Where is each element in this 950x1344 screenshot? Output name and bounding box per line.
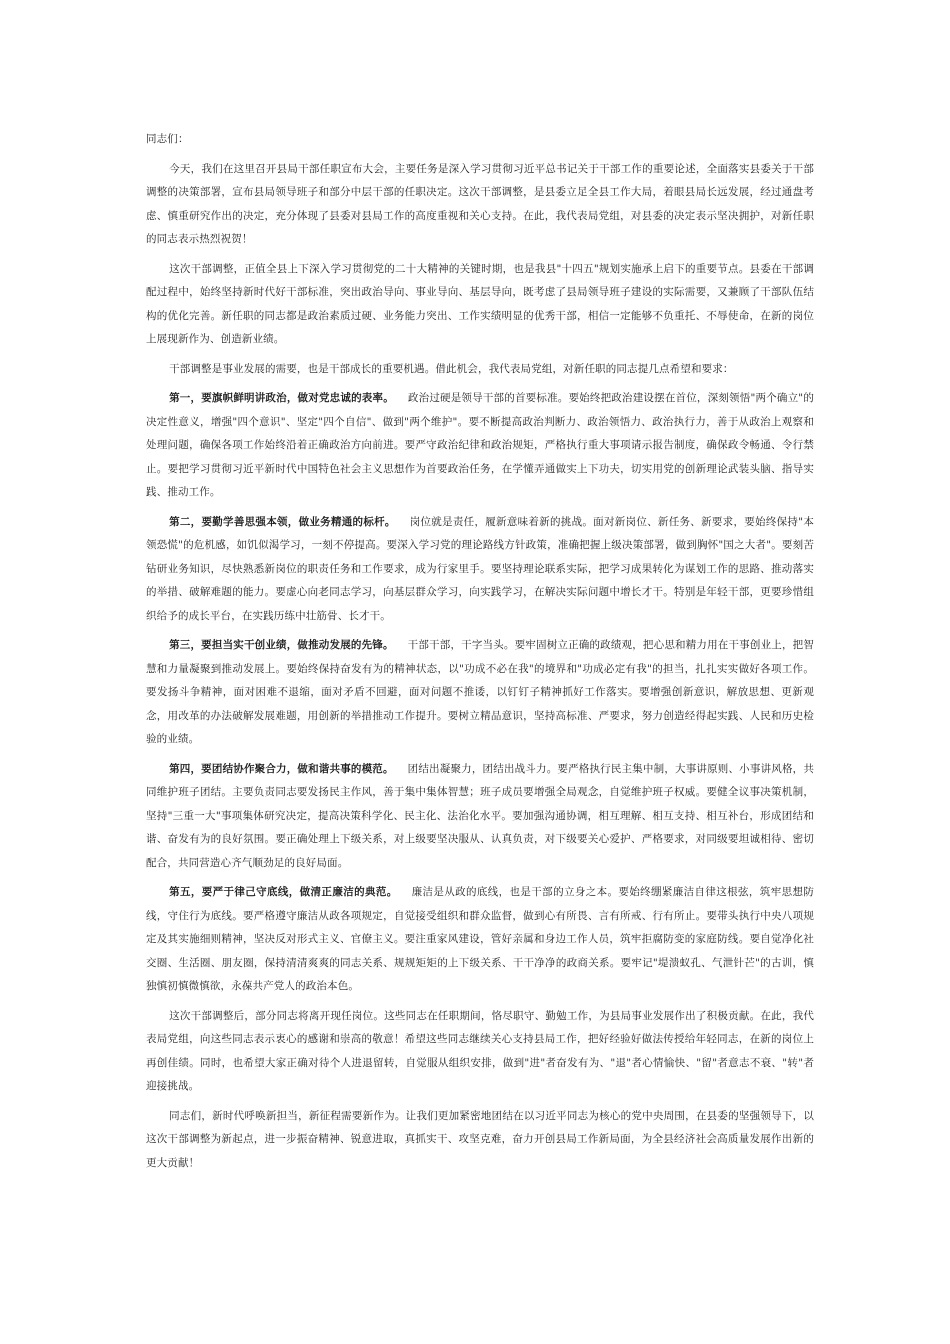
intro-paragraph: 今天，我们在这里召开县局干部任职宣布大会，主要任务是深入学习贯彻习近平总书记关于干部工作的重要论述，全面落实县委关于干部调整的决策部署，宣布县局领导班子和部分中层干部的任职决定。这次干部调整，是县委立足全县工作大局，着眼县局长远发展，经过通盘考虑、慎重研究作出的决定，充分体现了县委对县局工作的高度重视和关心支持。在此，我代表局党组，对县委的决定表示坚决拥护，对新任职的同志表示热烈祝贺！ bbox=[146, 162, 814, 245]
requirement-body: 团结出凝聚力，团结出战斗力。要严格执行民主集中制，大事讲原则、小事讲风格，共同维护班子团结。主要负责同志要发扬民主作风，善于集中集体智慧；班子成员要增强全局观念，自觉维护班子权威。要健全议事决策机制，坚持"三重一大"事项集体研究决定，提高决策科学化、民主化、法治化水平。要加强沟通协调，相互理解、相互支持、相互补台，形成团结和谐、奋发有为的良好氛围。要正确处理上下级关系，对上级要坚决服从、认真负责，对下级要关心爱护、严格要求，对同级要坦诚相待、密切配合，共同营造心齐气顺劲足的良好局面。 bbox=[146, 762, 814, 869]
requirement-paragraph bbox=[146, 511, 814, 629]
speech-body bbox=[146, 128, 814, 1181]
requirement-body: 岗位就是责任，履新意味着新的挑战。面对新岗位、新任务、新要求，要始终保持"本领恐慌"的危机感，如饥似渴学习，一刻不停提高。要深入学习党的理论路线方针政策，准确把握上级决策部署，做到胸怀"国之大者"。要刻苦钻研业务知识，尽快熟悉新岗位的职责任务和工作要求，成为行家里手。要坚持理论联系实际，把学习成果转化为谋划工作的思路、推动落实的举措、破解难题的能力。要虚心向老同志学习，向基层群众学习，向实践学习，在解决实际问题中增长才干。特别是年轻干部，更要珍惜组织给予的成长平台，在实践历练中壮筋骨、长才干。 bbox=[146, 515, 814, 622]
requirement-paragraph bbox=[146, 634, 814, 752]
intro-paragraph: 这次干部调整，正值全县上下深入学习贯彻党的二十大精神的关键时期，也是我县"十四五"规划实施承上启下的重要节点。县委在干部调配过程中，始终坚持新时代好干部标准，突出政治导向、事业导向、基层导向，既考虑了县局领导班子建设的实际需要，又兼顾了干部队伍结构的优化完善。新任职的同志都是政治素质过硬、业务能力突出、工作实绩明显的优秀干部，相信一定能够不负重托、不辱使命，在新的岗位上展现新作为、创造新业绩。 bbox=[146, 262, 814, 345]
requirement-heading: 第五，要严于律己守底线，做清正廉洁的典范。 bbox=[169, 886, 398, 898]
requirement-heading: 第一，要旗帜鲜明讲政治，做对党忠诚的表率。 bbox=[169, 392, 394, 404]
requirement-body: 廉洁是从政的底线，也是干部的立身之本。要始终绷紧廉洁自律这根弦，筑牢思想防线，守住行为底线。要严格遵守廉洁从政各项规定，自觉接受组织和群众监督，做到心有所畏、言有所戒、行有所止。要带头执行中央八项规定及其实施细则精神，坚决反对形式主义、官僚主义。要注重家风建设，管好亲属和身边工作人员，筑牢拒腐防变的家庭防线。要自觉净化社交圈、生活圈、朋友圈，保持清清爽爽的同志关系、规规矩矩的上下级关系、干干净净的政商关系。要牢记"堤溃蚁孔、气泄针芒"的古训，慎独慎初慎微慎欲，永葆共产党人的政治本色。 bbox=[146, 886, 814, 992]
intro-paragraph: 干部调整是事业发展的需要，也是干部成长的重要机遇。借此机会，我代表局党组，对新任职的同志提几点希望和要求： bbox=[169, 362, 734, 375]
closing-paragraph: 这次干部调整后，部分同志将离开现任岗位。这些同志在任职期间，恪尽职守、勤勉工作，为县局事业发展作出了积极贡献。在此，我代表局党组，向这些同志表示衷心的感谢和崇高的敬意！希望这些同志继续关心支持县局工作，把好经验好做法传授给年轻同志，在新的岗位上再创佳绩。同时，也希望大家正确对待个人进退留转，自觉服从组织安排，做到"进"者奋发有为、"退"者心情愉快、"留"者意志不衰、"转"者迎接挑战。 bbox=[146, 1009, 814, 1092]
requirement-paragraph bbox=[146, 387, 814, 505]
requirement-heading: 第三，要担当实干创业绩，做推动发展的先锋。 bbox=[169, 639, 394, 651]
requirement-heading: 第二，要勤学善思强本领，做业务精通的标杆。 bbox=[169, 515, 396, 528]
salutation: 同志们： bbox=[146, 133, 189, 145]
closing-paragraph: 同志们，新时代呼唤新担当，新征程需要新作为。让我们更加紧密地团结在以习近平同志为核心的党中央周围，在县委的坚强领导下，以这次干部调整为新起点，进一步振奋精神、锐意进取，真抓实干、攻坚克难，奋力开创县局工作新局面，为全县经济社会高质量发展作出新的更大贡献！ bbox=[146, 1109, 814, 1169]
requirement-heading: 第四，要团结协作聚合力，做和谐共事的模范。 bbox=[169, 762, 394, 775]
requirement-body: 政治过硬是领导干部的首要标准。要始终把政治建设摆在首位，深刻领悟"两个确立"的决定性意义，增强"四个意识"、坚定"四个自信"、做到"两个维护"。要不断提高政治判断力、政治领悟力、政治执行力，善于从政治上观察和处理问题，确保各项工作始终沿着正确政治方向前进。要严守政治纪律和政治规矩，严格执行重大事项请示报告制度，确保政令畅通、令行禁止。要把学习贯彻习近平新时代中国特色社会主义思想作为首要政治任务，在学懂弄通做实上下功夫，切实用党的创新理论武装头脑、指导实践、推动工作。 bbox=[146, 392, 814, 498]
requirement-body: 干部干部，干字当头。要牢固树立正确的政绩观，把心思和精力用在干事创业上，把智慧和力量凝聚到推动发展上。要始终保持奋发有为的精神状态，以"功成不必在我"的境界和"功成必定有我"的担当，扎扎实实做好各项工作。要发扬斗争精神，面对困难不退缩，面对矛盾不回避，面对问题不推诿，以钉钉子精神抓好工作落实。要增强创新意识，解放思想、更新观念，用改革的办法破解发展难题，用创新的举措推动工作提升。要树立精品意识，坚持高标准、严要求，努力创造经得起实践、人民和历史检验的业绩。 bbox=[146, 639, 814, 745]
requirement-paragraph bbox=[146, 881, 814, 999]
requirement-paragraph bbox=[146, 758, 814, 876]
